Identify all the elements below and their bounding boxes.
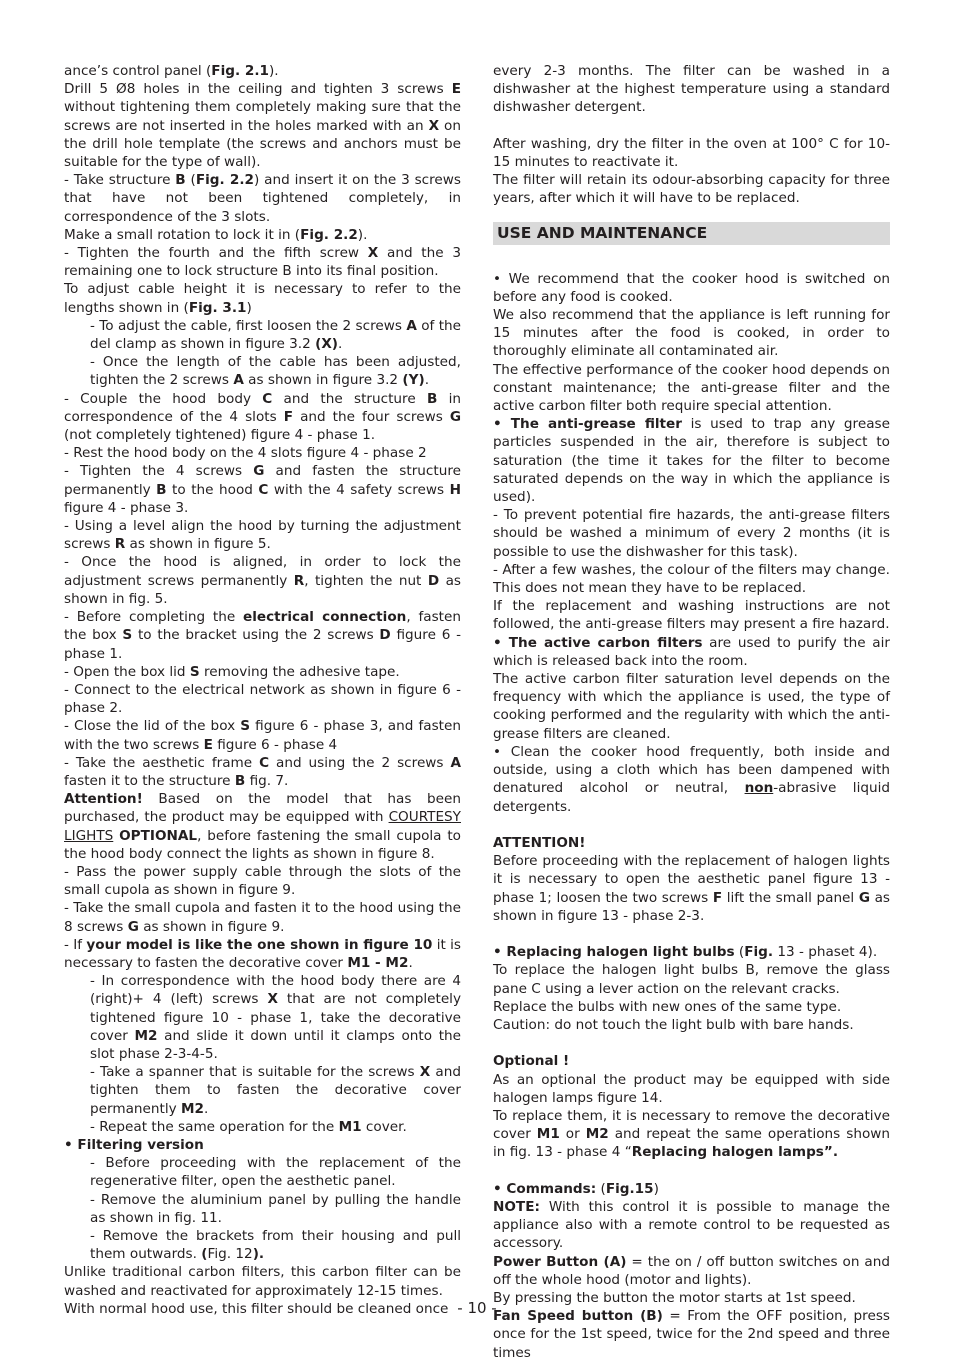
text-run: . bbox=[338, 336, 343, 353]
text-run: Fig. 2.2 bbox=[300, 226, 358, 243]
text-run: - Couple the hood body bbox=[64, 390, 263, 407]
text-run: and the 3 remaining one to lock structure B into its final position. bbox=[64, 245, 461, 280]
paragraph bbox=[64, 681, 461, 717]
paragraph bbox=[493, 415, 890, 506]
paragraph bbox=[493, 597, 890, 633]
text-run: Before proceeding with the replacement of halogen lights it is necessary to open the aesthetic panel figure 13 - phase 1; loosen the two screws bbox=[493, 853, 890, 906]
text-run: - Take the aesthetic frame bbox=[64, 754, 260, 771]
paragraph-gap bbox=[493, 1162, 890, 1180]
text-run: B bbox=[175, 172, 186, 189]
paragraph bbox=[64, 972, 461, 1063]
text-run: ance’s control panel ( bbox=[64, 63, 212, 79]
text-run: 13 - phaset 4). bbox=[773, 944, 878, 961]
text-run: are used to purify the air which is released back into the room. bbox=[493, 634, 890, 669]
text-run: M2 bbox=[585, 1126, 609, 1143]
paragraph bbox=[64, 608, 461, 663]
text-run: as shown in figure 5. bbox=[125, 536, 271, 553]
paragraph bbox=[493, 361, 890, 416]
text-run: OPTIONAL bbox=[119, 827, 198, 844]
paragraph bbox=[64, 353, 461, 389]
text-run: E bbox=[451, 81, 461, 98]
paragraph-gap bbox=[493, 1034, 890, 1052]
text-run: With normal hood use, this filter should be cleaned once bbox=[64, 1300, 449, 1317]
paragraph bbox=[64, 390, 461, 445]
paragraph bbox=[493, 1253, 890, 1289]
text-run: - Close the lid of the box bbox=[64, 718, 241, 735]
text-run: Fig. 3.1 bbox=[188, 299, 247, 316]
text-run: your model is like the one shown in figure 10 bbox=[86, 936, 433, 953]
paragraph bbox=[64, 280, 461, 316]
text-run: Replace the bulbs with new ones of the same type. bbox=[493, 998, 842, 1015]
text-run: is used to trap any grease particles suspended in the air, therefore is subject to saturation (the time it takes for the filter to become saturated depends on the way in which the appliance is used). bbox=[493, 416, 890, 506]
text-run: ) bbox=[246, 299, 252, 316]
text-run: • Replacing halogen light bulbs bbox=[493, 944, 735, 961]
text-run: ) and insert it on the 3 screws that have not been tightened completely, in correspondence of the 3 slots. bbox=[64, 172, 461, 225]
text-run: Based on the model that has been purchased, the product may be equipped with bbox=[64, 791, 461, 826]
text-run: removing the adhesive tape. bbox=[199, 663, 400, 680]
text-run: and repeat the same operations shown in fig. 13 - phase 4 “ bbox=[493, 1126, 890, 1161]
text-run: fasten it to the structure bbox=[64, 772, 235, 789]
text-run: Replacing halogen lamps”. bbox=[631, 1144, 838, 1161]
text-run: and using the 2 screws bbox=[269, 754, 451, 771]
text-run: M2 bbox=[180, 1100, 204, 1117]
paragraph bbox=[493, 1071, 890, 1107]
text-run: that are not completely tightened figure 10 - phase 1, take the decorative cover bbox=[90, 991, 461, 1044]
paragraph bbox=[493, 634, 890, 670]
text-run: Fan Speed button (B) bbox=[493, 1308, 663, 1325]
paragraph bbox=[64, 462, 461, 517]
text-run: Fig. 12 bbox=[207, 1246, 253, 1263]
text-run: The effective performance of the cooker hood depends on constant maintenance; the anti-grease filter and the active carbon filter both require special attention. bbox=[493, 361, 890, 415]
text-run: M1 bbox=[338, 1118, 362, 1135]
text-run: to the hood bbox=[166, 481, 259, 498]
text-run: as shown in figure 9. bbox=[138, 918, 285, 935]
text-run: COURTESY LIGHTS bbox=[64, 809, 461, 844]
text-run: as shown in figure 13 - phase 2-3. bbox=[493, 889, 890, 924]
paragraph bbox=[493, 506, 890, 561]
text-run: F bbox=[712, 889, 723, 906]
paragraph-gap bbox=[493, 816, 890, 834]
paragraph bbox=[64, 553, 461, 608]
text-run: - In correspondence with the hood body there are 4 (right)+ 4 (left) screws bbox=[90, 973, 461, 1008]
text-run: B bbox=[156, 481, 167, 498]
text-run: With this control it is possible to manage the appliance also with a remote control to be requested as accessory. bbox=[493, 1198, 890, 1252]
paragraph bbox=[64, 790, 461, 863]
text-run: Unlike traditional carbon filters, this carbon filter can be washed and reactivated for approximately 12-15 times. bbox=[64, 1264, 461, 1299]
paragraph bbox=[493, 1016, 890, 1034]
text-run: B bbox=[234, 772, 246, 789]
text-run: ). bbox=[357, 226, 368, 243]
text-run: on the drill hole template (the screws and anchors must be suitable for the type of wall). bbox=[64, 117, 461, 171]
text-run: lift the small panel bbox=[722, 889, 859, 906]
text-run: G bbox=[127, 918, 139, 935]
text-run: ( bbox=[734, 944, 745, 961]
paragraph bbox=[493, 561, 890, 597]
text-run: ( bbox=[201, 1246, 208, 1263]
text-run: To replace the halogen light bulbs B, remove the glass pane C using a lever action on the relevant cracks. bbox=[493, 962, 890, 997]
text-run: figure 6 - phase 3, and fasten with the two screws bbox=[64, 718, 461, 753]
text-run: X bbox=[367, 245, 379, 262]
text-run: - After a few washes, the colour of the filters may change. This does not mean they have to be replaced. bbox=[493, 561, 890, 597]
text-run: - Before proceeding with the replacement of the regenerative filter, open the aesthetic panel. bbox=[90, 1155, 461, 1190]
text-run: R bbox=[114, 536, 126, 553]
text-run: Caution: do not touch the light bulb with bare hands. bbox=[493, 1016, 854, 1033]
text-run: ( bbox=[596, 1180, 606, 1197]
text-run: electrical connection bbox=[243, 609, 407, 626]
paragraph bbox=[64, 444, 461, 462]
text-run: • Commands: bbox=[493, 1180, 597, 1197]
text-run: - Take a spanner that is suitable for the screws bbox=[90, 1064, 420, 1081]
text-run: to the bracket using the 2 screws bbox=[132, 627, 380, 644]
paragraph bbox=[64, 1063, 461, 1118]
text-run: -abrasive liquid detergents. bbox=[493, 780, 891, 815]
text-run: - Tighten the fourth and the fifth screw bbox=[64, 245, 368, 262]
text-run: To adjust cable height it is necessary to refer to the lengths shown in ( bbox=[64, 281, 461, 316]
paragraph bbox=[493, 852, 890, 925]
text-run: The filter will retain its odour-absorbing capacity for three years, after which it will have to be replaced. bbox=[493, 172, 890, 207]
section-heading: USE AND MAINTENANCE bbox=[493, 222, 890, 245]
text-run: (not completely tightened) figure 4 - phase 1. bbox=[64, 427, 376, 444]
text-run: - Take structure bbox=[64, 172, 176, 189]
paragraph bbox=[493, 62, 890, 117]
text-run: • Clean the cooker hood frequently, both inside and outside, using a cloth which has been dampened with denatured alcohol or neutral, bbox=[493, 743, 890, 797]
paragraph bbox=[493, 743, 890, 816]
text-run: E bbox=[203, 736, 213, 753]
text-run: - Tighten the 4 screws bbox=[64, 463, 254, 480]
text-run: , tighten the nut bbox=[304, 572, 428, 589]
paragraph bbox=[493, 306, 890, 361]
text-run: and fasten the structure permanently bbox=[64, 463, 461, 498]
text-run: as shown in fig. 5. bbox=[64, 572, 461, 607]
text-run: with the 4 safety screws bbox=[268, 481, 450, 498]
text-run: non bbox=[744, 780, 774, 797]
text-run: fig. 7. bbox=[245, 772, 289, 789]
text-run: X bbox=[267, 991, 278, 1008]
paragraph bbox=[64, 1118, 461, 1136]
text-run: in correspondence of the 4 slots bbox=[64, 390, 462, 425]
text-run: G bbox=[449, 408, 461, 425]
text-run: Fig. 2.2 bbox=[195, 172, 254, 189]
page-number: - 10 - bbox=[457, 1299, 497, 1317]
text-run: . bbox=[424, 372, 430, 389]
text-run: We also recommend that the appliance is left running for 15 minutes after the food is cooked, in order to thoroughly eliminate all contaminated air. bbox=[493, 307, 890, 360]
paragraph bbox=[64, 863, 461, 899]
paragraph bbox=[493, 270, 890, 306]
text-run: Optional ! bbox=[493, 1053, 570, 1070]
left-text-column bbox=[64, 62, 461, 1318]
text-run: - Once the length of the cable has been adjusted, tighten the 2 screws bbox=[90, 354, 461, 389]
text-run: figure 6 - phase 1. bbox=[64, 627, 462, 662]
text-run: Power Button (A) bbox=[493, 1253, 627, 1270]
text-run: Fig.15 bbox=[605, 1180, 654, 1197]
paragraph bbox=[493, 135, 890, 171]
text-run: C bbox=[259, 754, 270, 771]
paragraph bbox=[64, 754, 461, 790]
paragraph bbox=[493, 670, 890, 743]
text-run: Drill 5 Ø8 holes in the ceiling and tighten 3 screws bbox=[64, 81, 452, 98]
text-run: Fig. 2.1 bbox=[211, 63, 269, 79]
text-run: it is necessary to fasten the decorative cover bbox=[64, 936, 462, 971]
text-run: By pressing the button the motor starts at 1st speed. bbox=[493, 1289, 856, 1306]
paragraph bbox=[64, 1263, 461, 1299]
paragraph bbox=[493, 834, 890, 852]
text-run: ). bbox=[268, 63, 279, 79]
text-run: To replace them, it is necessary to remove the decorative cover bbox=[493, 1107, 890, 1143]
text-run: D bbox=[379, 627, 391, 644]
text-run: • We recommend that the cooker hood is switched on before any food is cooked. bbox=[493, 270, 890, 305]
text-run: of the del clamp as shown in figure 3.2 bbox=[90, 317, 461, 353]
paragraph bbox=[493, 961, 890, 997]
text-run: - Remove the brackets from their housing and pull them outwards. bbox=[90, 1228, 461, 1263]
text-run: (X) bbox=[315, 336, 339, 353]
paragraph bbox=[493, 1198, 890, 1253]
text-run: - To adjust the cable, first loosen the 2 screws bbox=[90, 317, 407, 334]
use-maintenance-text bbox=[493, 270, 890, 1362]
text-run: C bbox=[262, 390, 273, 407]
text-run: and tighten them to fasten the decorative cover permanently bbox=[90, 1064, 461, 1117]
text-run: - Repeat the same operation for the bbox=[90, 1118, 339, 1135]
text-run: As an optional the product may be equipped with side halogen lamps figure 14. bbox=[493, 1071, 890, 1106]
text-run: Make a small rotation to lock it in ( bbox=[64, 226, 301, 243]
text-run: - Rest the hood body on the 4 slots figure 4 - phase 2 bbox=[64, 445, 427, 462]
paragraph bbox=[493, 943, 890, 961]
text-run: B bbox=[426, 390, 438, 407]
text-run: C bbox=[258, 481, 269, 498]
paragraph bbox=[64, 62, 461, 80]
text-run: as shown in figure 3.2 bbox=[243, 372, 403, 389]
text-run: Fig. bbox=[744, 944, 774, 961]
text-run: R bbox=[293, 572, 305, 589]
text-run: M1 - M2 bbox=[347, 954, 409, 971]
text-run: - Once the hood is aligned, in order to lock the adjustment screws permanently bbox=[64, 554, 461, 589]
text-run: ) bbox=[653, 1180, 659, 1197]
text-run: - Connect to the electrical network as shown in figure 6 - phase 2. bbox=[64, 681, 461, 717]
paragraph bbox=[64, 663, 461, 681]
text-run: = From the OFF position, press once for the 1st speed, twice for the 2nd speed and three times bbox=[493, 1308, 890, 1361]
text-run: After washing, dry the filter in the oven at 100° C for 10-15 minutes to reactivate it. bbox=[493, 135, 890, 170]
text-run: A bbox=[450, 754, 461, 771]
text-run: ). bbox=[252, 1246, 265, 1263]
text-run: G bbox=[253, 463, 265, 480]
text-run: - To prevent potential fire hazards, the anti-grease filters should be washed a minimum of every 2 months (it is possible to use the dishwasher for this task). bbox=[493, 507, 890, 560]
paragraph-gap bbox=[493, 117, 890, 135]
paragraph bbox=[64, 1227, 461, 1263]
text-run: A bbox=[233, 372, 244, 389]
paragraph bbox=[64, 171, 461, 226]
text-run: without tightening them completely making sure that the screws are not inserted in the holes marked with an bbox=[64, 99, 461, 134]
text-run: A bbox=[406, 317, 417, 334]
text-run: - Take the small cupola and fasten it to the hood using the 8 screws bbox=[64, 900, 461, 935]
text-run: The active carbon filter saturation level depends on the frequency with which the appliance is used, the type of cooking performed and the regularity with which the anti-grease filters are cleaned. bbox=[493, 671, 890, 742]
text-run: , fasten the box bbox=[64, 609, 461, 644]
paragraph bbox=[493, 1180, 890, 1198]
paragraph bbox=[493, 171, 890, 207]
paragraph bbox=[64, 517, 461, 553]
paragraph bbox=[64, 899, 461, 935]
paragraph bbox=[64, 1136, 461, 1154]
paragraph-gap bbox=[493, 925, 890, 943]
text-run: ATTENTION! bbox=[493, 834, 586, 851]
text-run: (Y) bbox=[402, 372, 425, 389]
text-run: If the replacement and washing instructions are not followed, the anti-grease filters may present a fire hazard. bbox=[493, 598, 890, 633]
text-run: - Open the box lid bbox=[64, 663, 190, 680]
text-run: , before fastening the small cupola to the hood body connect the lights as shown in figure 8. bbox=[64, 827, 461, 862]
text-run: • Filtering version bbox=[64, 1136, 204, 1153]
text-run: D bbox=[427, 572, 440, 589]
text-run: Attention! bbox=[64, 791, 143, 808]
text-run: cover. bbox=[361, 1118, 407, 1135]
text-run: and slide it down until it clamps onto the slot phase 2-3-4-5. bbox=[90, 1027, 461, 1062]
paragraph bbox=[64, 1191, 461, 1227]
text-run: X bbox=[428, 117, 440, 134]
text-run: S bbox=[189, 663, 200, 680]
text-run: every 2-3 months. The filter can be washed in a dishwasher at the highest temperature using a standard dishwasher detergent. bbox=[493, 63, 890, 116]
text-run: - Remove the aluminium panel by pulling the handle as shown in fig. 11. bbox=[90, 1191, 461, 1226]
right-text-column bbox=[493, 62, 890, 1362]
paragraph bbox=[64, 226, 461, 244]
text-run: = the on / off button switches on and off the whole hood (motor and lights). bbox=[493, 1253, 890, 1288]
text-run: X bbox=[419, 1064, 431, 1081]
paragraph bbox=[493, 1052, 890, 1070]
text-run: or bbox=[559, 1126, 586, 1143]
text-run: G bbox=[858, 889, 870, 906]
text-run: F bbox=[283, 408, 294, 425]
text-run: and the four screws bbox=[293, 408, 450, 425]
text-run: M2 bbox=[134, 1027, 158, 1044]
text-run: • The active carbon filters bbox=[493, 634, 703, 651]
paragraph bbox=[493, 998, 890, 1016]
filter-cleaning-text bbox=[493, 62, 890, 208]
text-run: - Using a level align the hood by turning the adjustment screws bbox=[64, 518, 461, 553]
paragraph bbox=[64, 936, 461, 972]
paragraph bbox=[64, 80, 461, 171]
text-run: . bbox=[408, 954, 413, 971]
text-run: ( bbox=[185, 172, 196, 189]
paragraph bbox=[493, 1107, 890, 1162]
text-run: . bbox=[203, 1100, 209, 1117]
paragraph bbox=[64, 317, 461, 353]
text-run: - If bbox=[64, 936, 87, 953]
text-run: and the structure bbox=[272, 390, 427, 407]
text-run: M1 bbox=[536, 1126, 560, 1143]
text-run: S bbox=[122, 627, 133, 644]
text-run: • The anti-grease filter bbox=[493, 416, 682, 433]
paragraph bbox=[64, 717, 461, 753]
text-run: - Pass the power supply cable through the slots of the small cupola as shown in figure 9. bbox=[64, 863, 461, 899]
text-run: H bbox=[449, 481, 461, 498]
text-run: NOTE: bbox=[493, 1198, 540, 1215]
text-run: - Before completing the bbox=[64, 609, 244, 626]
paragraph bbox=[64, 1154, 461, 1190]
text-run: figure 4 - phase 3. bbox=[64, 499, 189, 516]
text-run: S bbox=[240, 718, 251, 735]
text-run: figure 6 - phase 4 bbox=[212, 736, 338, 753]
paragraph bbox=[64, 244, 461, 280]
